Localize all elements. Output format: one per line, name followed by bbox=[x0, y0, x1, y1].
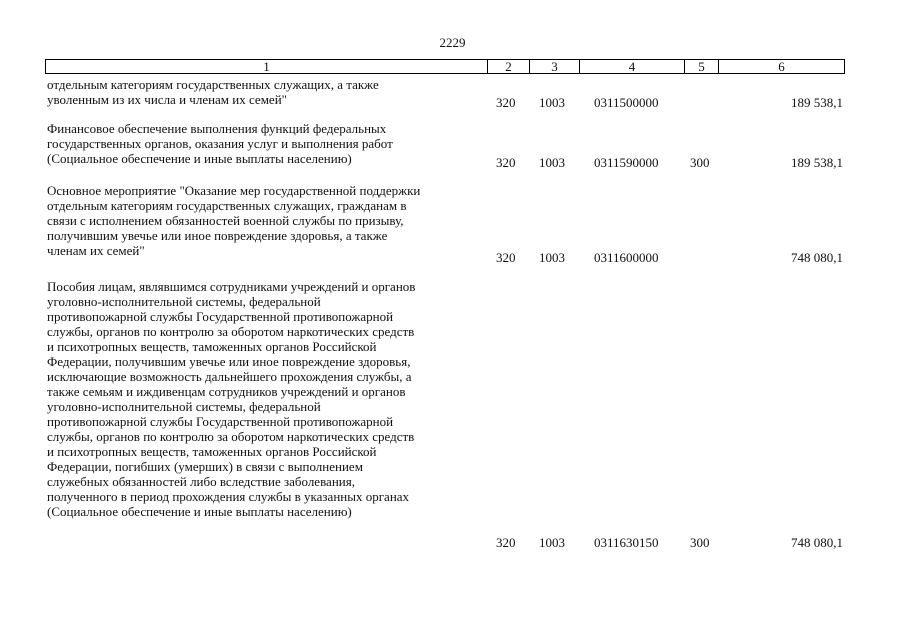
description-line: (Социальное обеспечение и иные выплаты населению) bbox=[47, 504, 352, 519]
description-line: Федерации, погибших (умерших) в связи с выполнением bbox=[47, 459, 363, 474]
description-line: службы, органов по контролю за оборотом наркотических средств bbox=[47, 429, 415, 444]
description-line: также семьям и иждивенцам сотрудников учреждений и органов bbox=[47, 384, 406, 399]
row-description bbox=[47, 121, 487, 166]
cell-col-3: 1003 bbox=[539, 95, 565, 110]
cell-col-2: 320 bbox=[496, 250, 516, 265]
description-line: отдельным категориям государственных служащих, а также bbox=[47, 77, 379, 92]
cell-col-6: 748 080,1 bbox=[791, 535, 843, 550]
description-line: Финансовое обеспечение выполнения функций федеральных bbox=[47, 121, 387, 136]
description-line: противопожарной службы Государственной противопожарной bbox=[47, 309, 394, 324]
description-line: Пособия лицам, являвшимся сотрудниками учреждений и органов bbox=[47, 279, 416, 294]
header-col-5: 5 bbox=[684, 60, 718, 73]
cell-col-5: 300 bbox=[690, 535, 710, 550]
cell-col-2: 320 bbox=[496, 95, 516, 110]
description-line: (Социальное обеспечение и иные выплаты населению) bbox=[47, 151, 352, 166]
header-col-3: 3 bbox=[529, 60, 579, 73]
description-line: государственных органов, оказания услуг и выполнения работ bbox=[47, 136, 393, 151]
cell-col-4: 0311630150 bbox=[594, 535, 659, 550]
page-number: 2229 bbox=[439, 35, 466, 50]
cell-col-6: 189 538,1 bbox=[791, 155, 843, 170]
header-col-4: 4 bbox=[579, 60, 684, 73]
table-header bbox=[45, 59, 845, 74]
description-line: членам их семей" bbox=[47, 243, 145, 258]
description-line: уголовно-исполнительной системы, федеральной bbox=[47, 294, 321, 309]
description-line: и психотропных веществ, таможенных органов Российской bbox=[47, 339, 377, 354]
row-description bbox=[47, 279, 487, 519]
cell-col-3: 1003 bbox=[539, 535, 565, 550]
description-line: служебных обязанностей либо вследствие заболевания, bbox=[47, 474, 355, 489]
cell-col-4: 0311500000 bbox=[594, 95, 659, 110]
description-line: исключающие возможность дальнейшего прохождения службы, а bbox=[47, 369, 412, 384]
description-line: Федерации, получившим увечье или иное повреждение здоровья, bbox=[47, 354, 411, 369]
cell-col-5: 300 bbox=[690, 155, 710, 170]
row-description bbox=[47, 183, 487, 258]
cell-col-6: 189 538,1 bbox=[791, 95, 843, 110]
description-line: уволенным из их числа и членам их семей" bbox=[47, 92, 287, 107]
header-col-2: 2 bbox=[487, 60, 529, 73]
cell-col-4: 0311590000 bbox=[594, 155, 659, 170]
cell-col-4: 0311600000 bbox=[594, 250, 659, 265]
description-line: Основное мероприятие "Оказание мер государственной поддержки bbox=[47, 183, 421, 198]
description-line: связи с исполнением обязанностей военной службы по призыву, bbox=[47, 213, 404, 228]
cell-col-3: 1003 bbox=[539, 155, 565, 170]
description-line: службы, органов по контролю за оборотом наркотических средств bbox=[47, 324, 415, 339]
cell-col-2: 320 bbox=[496, 535, 516, 550]
description-line: противопожарной службы Государственной противопожарной bbox=[47, 414, 394, 429]
description-line: отдельным категориям государственных служащих, гражданам в bbox=[47, 198, 407, 213]
description-line: полученного в период прохождения службы в указанных органах bbox=[47, 489, 410, 504]
description-line: уголовно-исполнительной системы, федеральной bbox=[47, 399, 321, 414]
cell-col-6: 748 080,1 bbox=[791, 250, 843, 265]
cell-col-3: 1003 bbox=[539, 250, 565, 265]
cell-col-2: 320 bbox=[496, 155, 516, 170]
row-description bbox=[47, 77, 487, 107]
header-col-6: 6 bbox=[718, 60, 844, 73]
description-line: получившим увечье или иное повреждение здоровья, а также bbox=[47, 228, 388, 243]
header-col-1: 1 bbox=[263, 59, 270, 74]
description-line: и психотропных веществ, таможенных органов Российской bbox=[47, 444, 377, 459]
